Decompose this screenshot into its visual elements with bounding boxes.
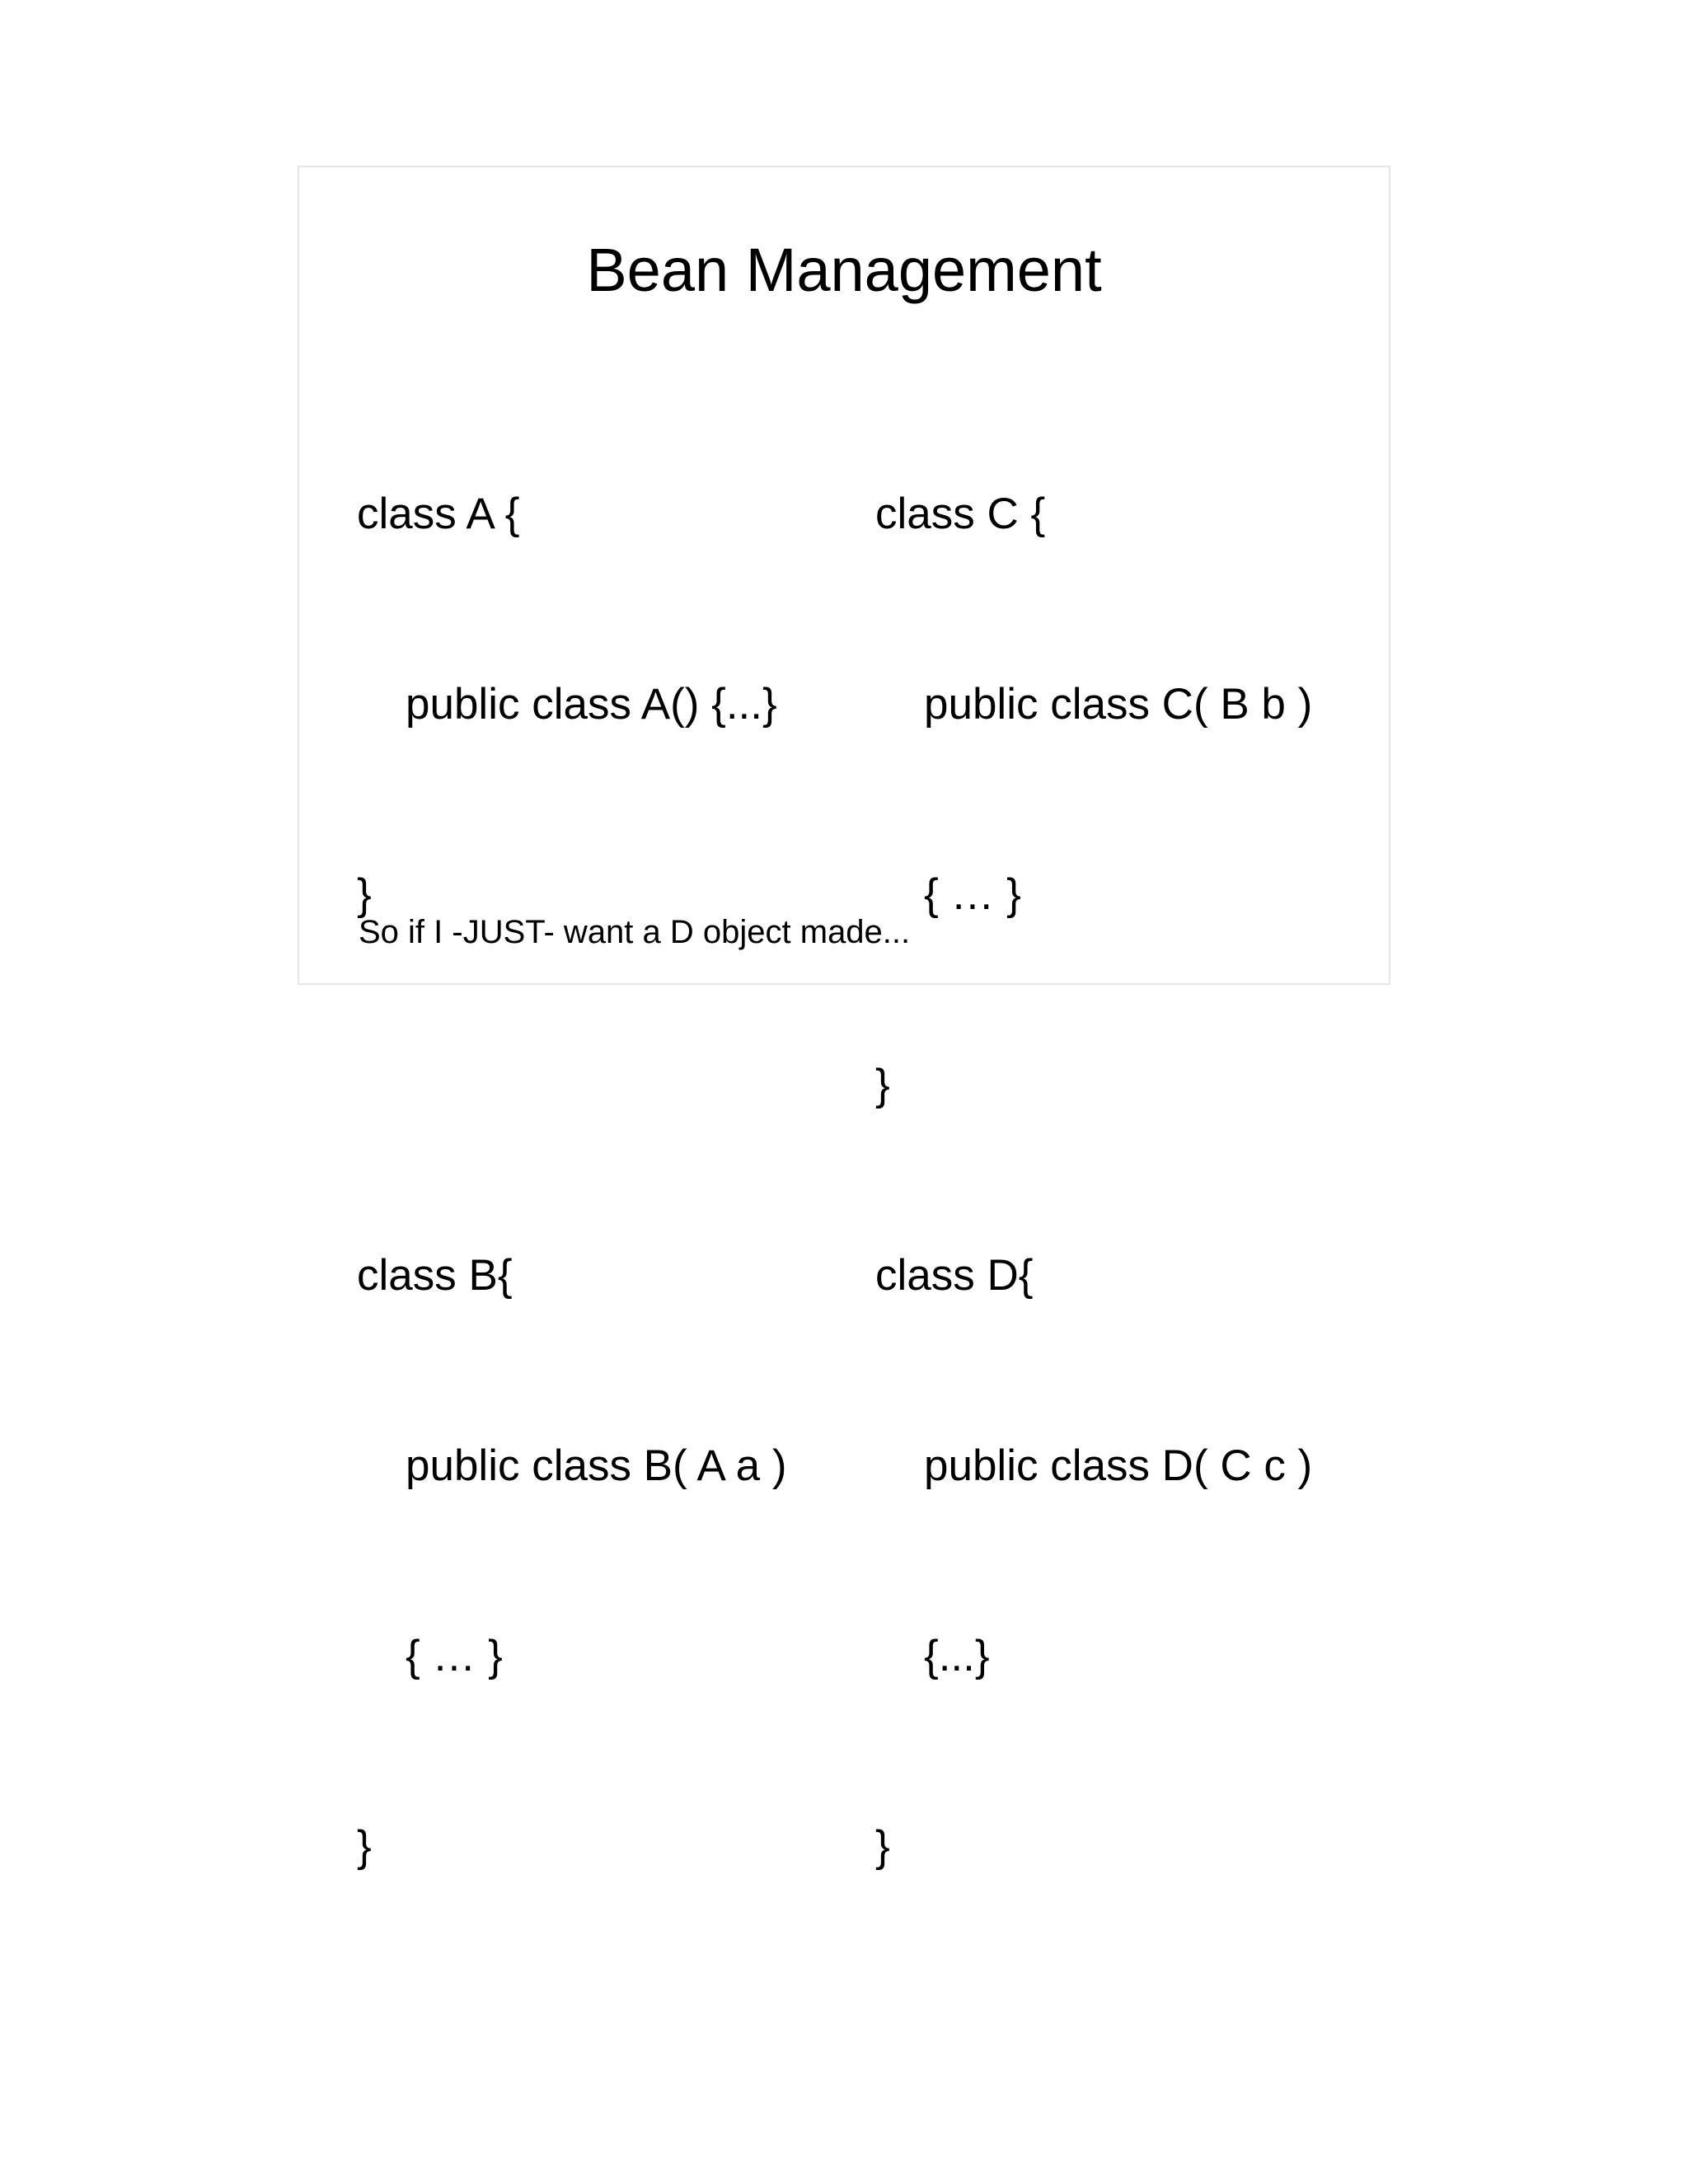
footer-note: So if I -JUST- want a D object made... [359,914,911,950]
slide-title: Bean Management [586,236,1102,304]
code-line-blank [357,1053,786,1117]
code-line: public class B( A a ) [406,1441,787,1490]
code-line: public class A() {...} [406,680,777,729]
code-line: } [357,1822,372,1871]
code-line: { … } [924,870,1021,919]
code-line: public class D( C c ) [924,1441,1313,1490]
code-line: class C { [875,490,1046,538]
code-line: { … } [406,1632,503,1680]
right-code-column [875,355,1312,2005]
code-line: public class C( B b ) [924,680,1313,729]
code-line: class D{ [875,1251,1034,1300]
code-line: {...} [924,1632,990,1680]
code-line: } [357,870,372,919]
code-line: class B{ [357,1251,513,1300]
slide [298,166,1390,1871]
code-line: class A { [357,490,520,538]
code-line: } [875,1822,890,1871]
left-code-column [357,355,786,2005]
code-line: } [875,1061,890,1109]
